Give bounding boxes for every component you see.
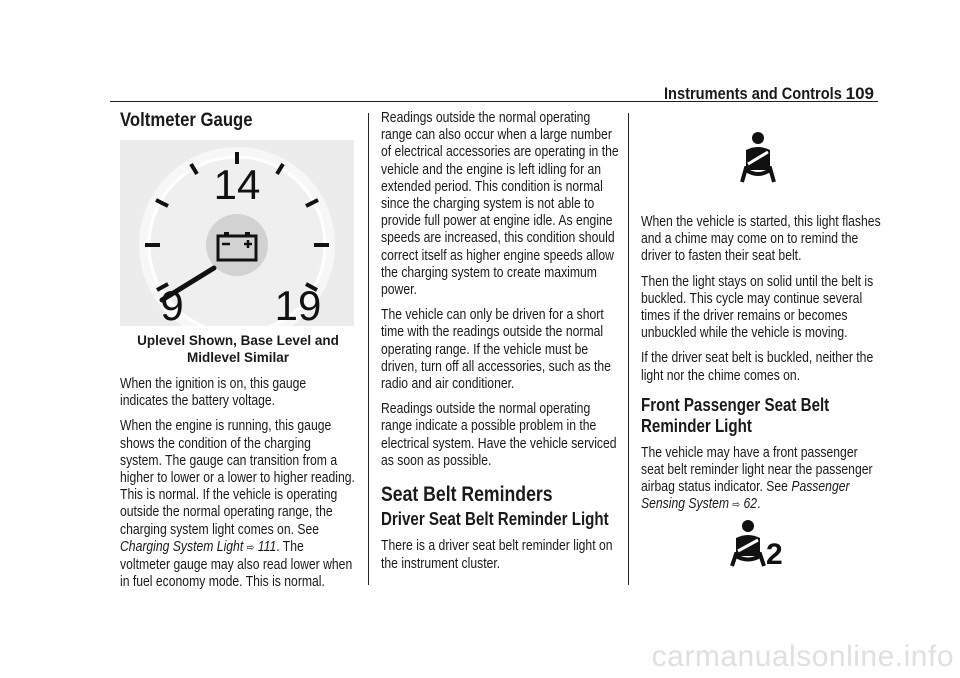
page-reference-arrow-icon: ⇨ — [246, 541, 255, 554]
page-reference[interactable]: 62 — [743, 496, 758, 513]
paragraph: If the driver seat belt is buckled, neither the light nor the chime comes on. — [641, 350, 874, 384]
paragraph-text: When the engine is running, this gauge shows the condition of the charging system. The gauge can transition from a higher to lower or a lower to higher reading. This is normal. If the vehicle is operating outside the normal operating range, the charging system light comes on. See — [120, 418, 355, 538]
passenger-seat-belt-icon — [728, 520, 792, 573]
header-rule — [110, 101, 878, 102]
driver-reminder-heading: Driver Seat Belt Reminder Light — [381, 509, 609, 530]
paragraph — [120, 418, 355, 591]
column-1-body — [120, 376, 400, 599]
paragraph: Readings outside the normal operating range indicate a possible problem in the electrical system. Have the vehicle serviced as soon as possible. — [381, 401, 617, 469]
voltmeter-gauge-image — [120, 140, 354, 326]
column-2 — [381, 110, 667, 581]
paragraph: The vehicle may have a front passenger seat belt reminder light near the passenger airbag status indicator. See Passenger Sensing System ⇨ 62. — [641, 444, 873, 513]
gauge-label-19: 19 — [274, 282, 322, 326]
paragraph-text: The vehicle may have a front passenger seat belt reminder light near the passenger airbag status indicator. See — [641, 444, 873, 496]
paragraph: When the vehicle is started, this light flashes and a chime may come on to remind the driver to fasten their seat belt. — [641, 214, 881, 265]
gauge-label-14: 14 — [213, 161, 261, 208]
watermark: carmanualsonline.info — [651, 640, 954, 673]
paragraph: The vehicle can only be driven for a short time with the readings outside the normal operating range. If the vehicle must be driven, turn off all accessories, such as the radio and air conditioner. — [381, 307, 611, 393]
column-1 — [120, 112, 400, 129]
seat-belt-icon — [732, 130, 782, 189]
seat-belt-reminders-heading: Seat Belt Reminders — [381, 483, 553, 507]
passenger-icon-number: 2 — [766, 538, 783, 568]
gauge-caption: Uplevel Shown, Base Level and Midlevel Similar — [137, 333, 339, 365]
gauge-label-9: 9 — [160, 282, 184, 326]
passenger-reminder-heading: Front Passenger Seat Belt Reminder Light — [641, 394, 830, 436]
gauge-caption-block — [120, 332, 356, 366]
column-3 — [641, 214, 927, 523]
section-title: Instruments and Controls — [664, 84, 842, 103]
voltmeter-heading: Voltmeter Gauge — [120, 110, 253, 131]
page-reference-arrow-icon: ⇨ — [732, 499, 741, 512]
voltmeter-gauge-illustration — [120, 140, 354, 326]
cross-reference-link[interactable]: Charging System Light — [120, 538, 244, 555]
paragraph: There is a driver seat belt reminder light on the instrument cluster. — [381, 538, 613, 572]
paragraph: Then the light stays on solid until the belt is buckled. This cycle may continue several times if the driver remains or becomes unbuckled while the vehicle is moving. — [641, 273, 874, 342]
cross-reference-link[interactable]: Passenger Sensing System — [641, 479, 850, 513]
page-number: 109 — [845, 84, 874, 103]
paragraph: When the ignition is on, this gauge indicates the battery voltage. — [120, 376, 307, 410]
paragraph-text: . The voltmeter gauge may also read lower when in fuel economy mode. This is normal. — [120, 538, 353, 591]
paragraph: Readings outside the normal operating range can also occur when a large number of electrical accessories are operating in the vehicle and the engine is left idling for an extended period. This condition is normal since the charging system is not able to provide full power at engine idle. As engine speeds are increased, this condition should correct itself as higher engine speeds allow the charging system to create maximum power. — [381, 110, 619, 299]
page-reference[interactable]: 111 — [257, 538, 277, 555]
